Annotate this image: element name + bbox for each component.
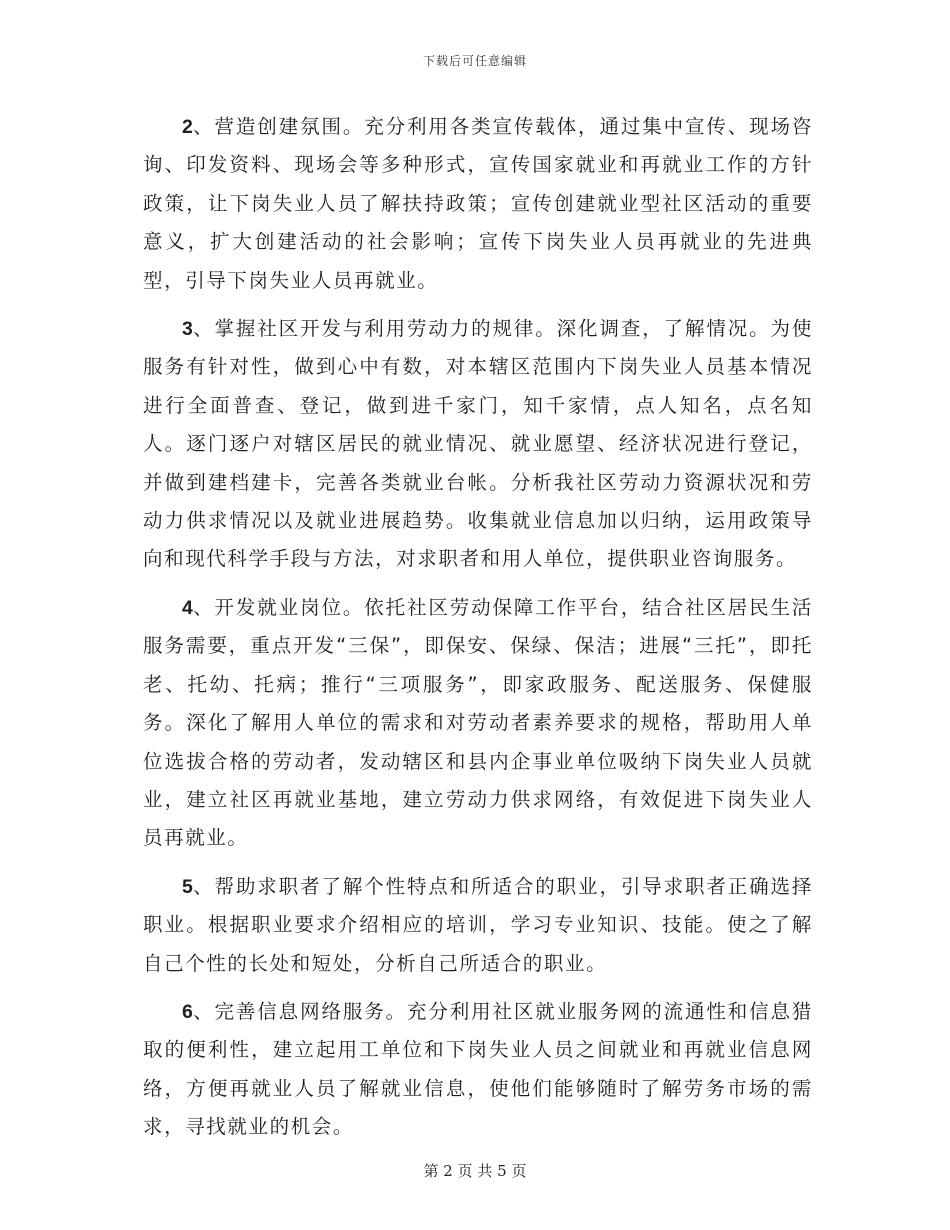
paragraph-number: 2: [182, 116, 193, 138]
paragraph-text: 、掌握社区开发与利用劳动力的规律。深化调查，了解情况。为使服务有针对性，做到心中有数，对本辖区范围内下岗失业人员基本情况进行全面普查、登记，做到进千家门，知千家情，点人知名，点名知人。逐门逐户对辖区居民的就业情况、就业愿望、经济状况进行登记，并做到建档建卡，完善各类就业台帐。分析我社区劳动力资源状况和劳动力供求情况以及就业进展趋势。收集就业信息加以归纳，运用政策导向和现代科学手段与方法，对求职者和用人单位，提供职业咨询服务。: [143, 317, 813, 571]
paragraph-number: 6: [182, 1000, 193, 1023]
paragraph-text: 、营造创建氛围。充分利用各类宣传载体，通过集中宣传、现场咨询、印发资料、现场会等多种形式，宣传国家就业和再就业工作的方针政策，让下岗失业人员了解扶持政策；宣传创建就业型社区活动的重要意义，扩大创建活动的社会影响；宣传下岗失业人员再就业的先进典型，引导下岗失业人员再就业。: [143, 115, 813, 292]
paragraph-text: 、开发就业岗位。依托社区劳动保障工作平台，结合社区居民生活服务需要，重点开发“三保”，即保安、保绿、保洁；进展“三托”，即托老、托幼、托病；推行“三项服务”，即家政服务、配送服务、保健服务。深化了解用人单位的需求和对劳动者素养要求的规格，帮助用人单位选拔合格的劳动者，发动辖区和县内企事业单位吸纳下岗失业人员就业，建立社区再就业基地，建立劳动力供求网络，有效促进下岗失业人员再就业。: [143, 595, 813, 850]
paragraph-4: [143, 589, 813, 858]
paragraph-2: [143, 108, 813, 300]
paragraph-3: [143, 310, 813, 579]
paragraph-number: 4: [182, 596, 193, 619]
paragraph-6: [143, 993, 813, 1147]
paragraph-text: 、完善信息网络服务。充分利用社区就业服务网的流通性和信息猎取的便利性，建立起用工单位和下岗失业人员之间就业和再就业信息网络，方便再就业人员了解就业信息，使他们能够随时了解劳务市场的需求，寻找就业的机会。: [143, 999, 813, 1139]
page-number-footer: 第 2 页 共 5 页: [423, 1162, 527, 1180]
paragraph-number: 5: [182, 875, 193, 898]
document-body: [143, 108, 813, 1157]
paragraph-number: 3: [182, 318, 193, 341]
paragraph-5: [143, 868, 813, 983]
paragraph-text: 、帮助求职者了解个性特点和所适合的职业，引导求职者正确选择职业。根据职业要求介绍相应的培训，学习专业知识、技能。使之了解自己个性的长处和短处，分析自己所适合的职业。: [143, 874, 813, 975]
header-note: 下载后可任意编辑: [422, 54, 527, 68]
